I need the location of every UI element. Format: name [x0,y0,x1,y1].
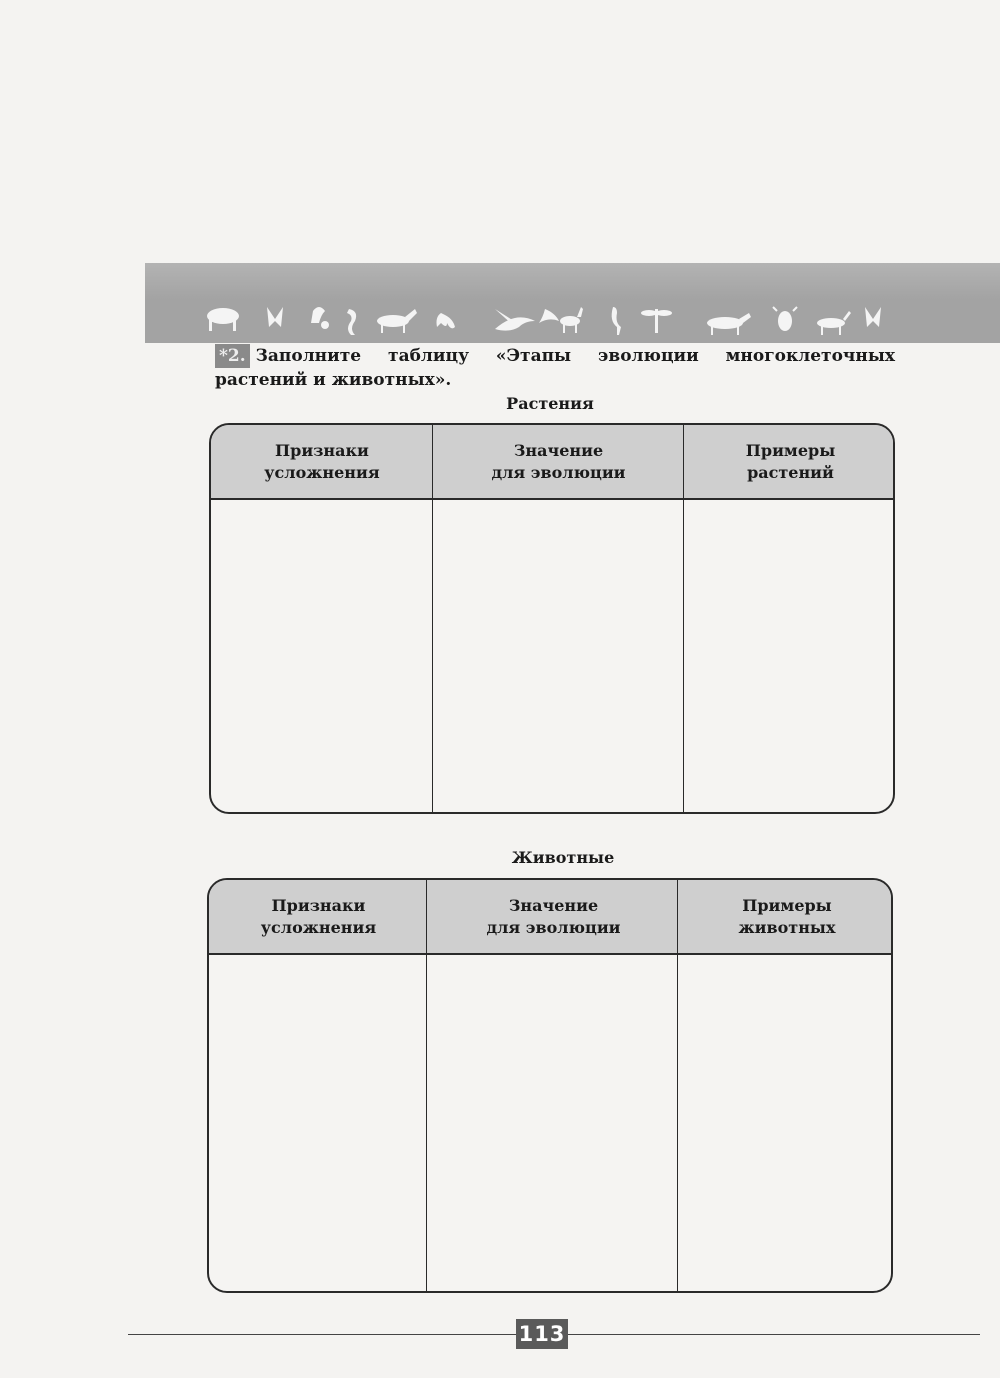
footer-rule-right [568,1334,980,1335]
animals-col-header-features: Признаки усложнения [260,895,377,937]
animals-cell-examples[interactable] [679,955,891,1291]
animals-column-divider [426,880,427,1291]
animals-cell-features[interactable] [209,955,425,1291]
task-number-badge: *2. [215,344,250,368]
plants-col-header-significance: Значение для эволюции [491,440,626,482]
plants-col-header-examples: Примеры растений [745,440,836,482]
plants-col-header-features: Признаки усложнения [264,440,380,482]
page-number: 113 [516,1319,568,1349]
animals-col-header-significance: Значение для эволюции [486,895,621,937]
plants-table [209,423,895,814]
animals-heading: Животные [511,848,615,867]
task-text: Заполните таблицу «Этапы эволюции многоклеточных растений и животных». [215,346,895,390]
plants-cell-examples[interactable] [685,500,893,812]
plants-cell-features[interactable] [211,500,431,812]
animal-silhouettes-strip [145,299,1000,343]
plants-column-divider [683,425,684,812]
plants-heading: Растения [506,394,594,413]
task-statement [215,344,895,392]
animals-table [207,878,893,1293]
plants-cell-significance[interactable] [434,500,682,812]
plants-table-header [211,425,893,500]
chapter-banner [145,263,1000,343]
animals-cell-significance[interactable] [428,955,676,1291]
plants-column-divider [432,425,433,812]
animals-column-divider [677,880,678,1291]
footer-rule-left [128,1334,516,1335]
animals-table-header [209,880,891,955]
animals-col-header-examples: Примеры животных [738,895,836,937]
